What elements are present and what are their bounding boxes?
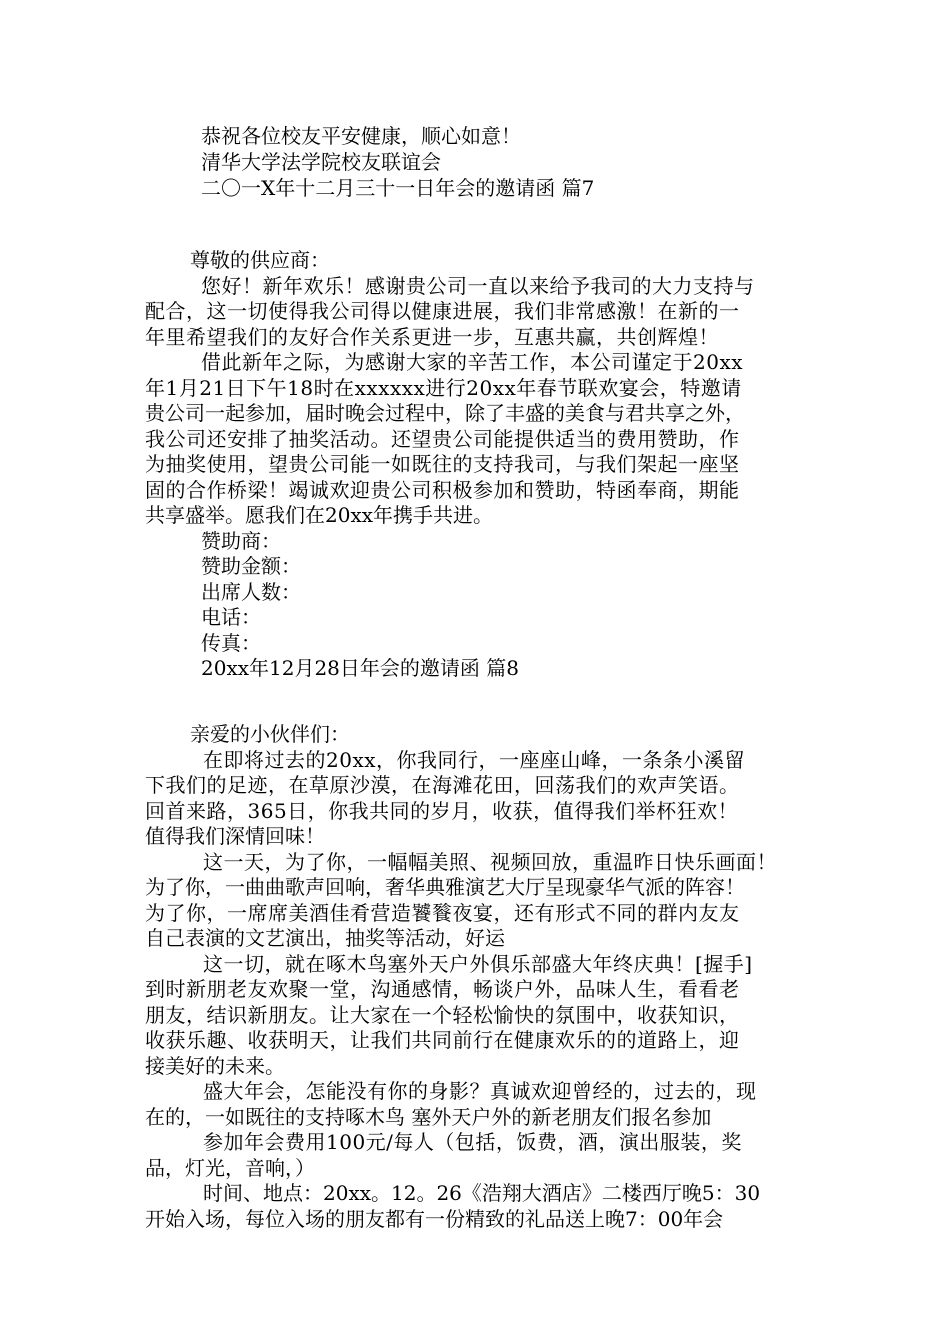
field-label: 赞助商： (201, 529, 281, 553)
field-label: 传真： (201, 631, 261, 655)
section-heading: 二〇一X年十二月三十一日年会的邀请函 篇7 (201, 176, 595, 200)
field-label: 赞助金额： (201, 554, 301, 578)
paragraph-line: 借此新年之际，为感谢大家的辛苦工作，本公司谨定于20xx (201, 350, 744, 374)
paragraph-line: 回首来路，365日，你我共同的岁月，收获，值得我们举杯狂欢！ (145, 799, 739, 823)
closing-wish: 恭祝各位校友平安健康，顺心如意！ (201, 124, 521, 148)
paragraph-line: 我公司还安排了抽奖活动。还望贵公司能提供适当的费用赞助，作 (145, 427, 740, 451)
paragraph-line: 为了你，一曲曲歌声回响，奢华典雅演艺大厅呈现豪华气派的阵容！ (145, 875, 745, 899)
salutation: 尊敬的供应商： (190, 248, 330, 272)
paragraph-line: 在的，一如既往的支持啄木鸟 塞外天户外的新老朋友们报名参加 (145, 1105, 712, 1129)
paragraph-line: 值得我们深情回味！ (145, 824, 325, 848)
paragraph-line: 下我们的足迹，在草原沙漠，在海滩花田，回荡我们的欢声笑语。 (145, 773, 740, 797)
paragraph-line: 朋友，结识新朋友。让大家在一个轻松愉快的氛围中，收获知识， (145, 1003, 740, 1027)
paragraph-line: 为了你，一席席美酒佳肴营造饕餮夜宴，还有形式不同的群内友友 (145, 901, 740, 925)
signature: 清华大学法学院校友联谊会 (201, 150, 441, 174)
paragraph-line: 为抽奖使用，望贵公司能一如既往的支持我司，与我们架起一座坚 (145, 452, 740, 476)
paragraph-line: 品，灯光，音响，） (145, 1156, 315, 1180)
section-heading: 20xx年12月28日年会的邀请函 篇8 (201, 656, 519, 680)
field-label: 电话： (201, 605, 261, 629)
paragraph-line: 到时新朋老友欢聚一堂，沟通感情，畅谈户外，品味人生，看看老 (145, 977, 740, 1001)
field-label: 出席人数： (201, 580, 301, 604)
paragraph-line: 共享盛举。愿我们在20xx年携手共进。 (145, 503, 494, 527)
paragraph-line: 这一切，就在啄木鸟塞外天户外俱乐部盛大年终庆典！[握手] (203, 952, 753, 976)
paragraph-line: 自己表演的文艺演出，抽奖等活动，好运 (145, 926, 505, 950)
paragraph-line: 固的合作桥梁！竭诚欢迎贵公司积极参加和赞助，特函奉商，期能 (145, 478, 740, 502)
paragraph-line: 贵公司一起参加，届时晚会过程中，除了丰盛的美食与君共享之外， (145, 401, 745, 425)
paragraph-line: 您好！新年欢乐！感谢贵公司一直以来给予我司的大力支持与 (201, 274, 755, 298)
paragraph-line: 年1月21日下午18时在xxxxxx进行20xx年春节联欢宴会，特邀请 (145, 376, 742, 400)
paragraph-line: 盛大年会，怎能没有你的身影？真诚欢迎曾经的，过去的，现 (203, 1079, 757, 1103)
salutation: 亲爱的小伙伴们： (190, 722, 350, 746)
paragraph-line: 这一天，为了你，一幅幅美照、视频回放，重温昨日快乐画面！ (203, 850, 777, 874)
paragraph-line: 配合，这一切使得我公司得以健康进展，我们非常感激！在新的一 (145, 299, 740, 323)
paragraph-line: 接美好的未来。 (145, 1054, 285, 1078)
paragraph-line: 收获乐趣、收获明天，让我们共同前行在健康欢乐的的道路上，迎 (145, 1028, 740, 1052)
paragraph-line: 时间、地点：20xx。12。26《浩翔大酒店》二楼西厅晚5：30 (203, 1181, 761, 1205)
paragraph-line: 在即将过去的20xx，你我同行，一座座山峰，一条条小溪留 (203, 748, 746, 772)
paragraph-line: 参加年会费用100元/每人（包括，饭费，酒，演出服装，奖 (203, 1130, 742, 1154)
paragraph-line: 开始入场，每位入场的朋友都有一份精致的礼品送上晚7：00年会 (145, 1207, 724, 1231)
paragraph-line: 年里希望我们的友好合作关系更进一步，互惠共赢，共创辉煌！ (145, 325, 719, 349)
